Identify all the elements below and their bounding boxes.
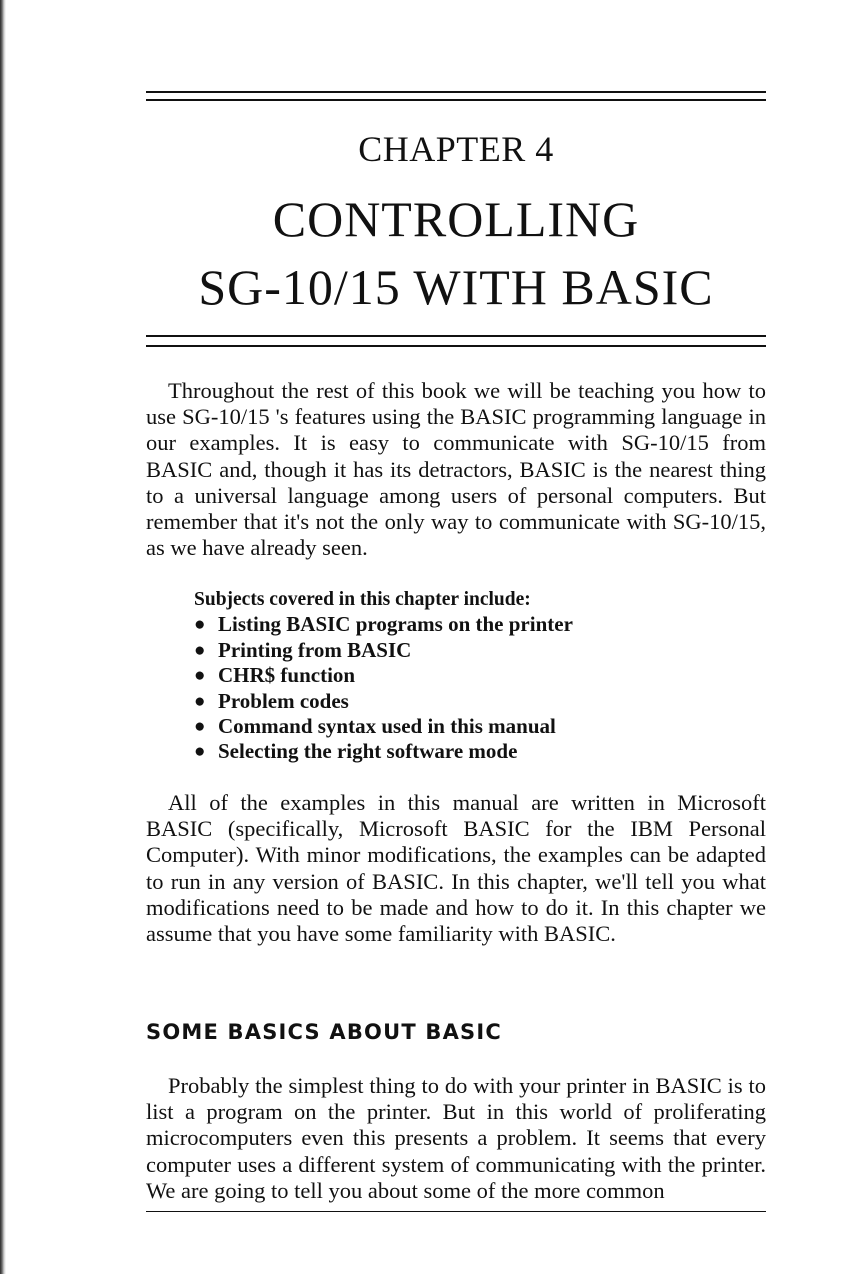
list-item: ● Selecting the right software mode bbox=[194, 739, 518, 764]
bullet-icon: ● bbox=[194, 665, 206, 687]
subjects-heading: Subjects covered in this chapter include: bbox=[194, 589, 531, 610]
title-rule-1 bbox=[146, 335, 766, 337]
bullet-icon: ● bbox=[194, 741, 206, 763]
title-rule-2 bbox=[146, 345, 766, 347]
top-rule-2 bbox=[146, 99, 766, 101]
list-item: ● Command syntax used in this manual bbox=[194, 714, 556, 739]
chapter-number: CHAPTER 4 bbox=[358, 129, 554, 169]
list-item: ● CHR$ function bbox=[194, 663, 356, 688]
bullet-icon: ● bbox=[194, 690, 206, 712]
examples-paragraph: All of the examples in this manual are written in Microsoft BASIC (specifically, Microsoft BASIC for the IBM Personal Computer). With minor modifications, the examples can be adapted to run in any version of BASIC. In this chapter, we'll tell you what modifications need to be made and how to do it. In this chapter we assume that you have some familiarity with BASIC. bbox=[146, 790, 766, 947]
list-item: ● Listing BASIC programs on the printer bbox=[194, 612, 573, 637]
bottom-rule bbox=[146, 1211, 766, 1212]
subjects-list-block bbox=[194, 587, 754, 765]
list-item: ● Printing from BASIC bbox=[194, 637, 412, 662]
bullet-icon: ● bbox=[194, 716, 206, 738]
list-item: ● Problem codes bbox=[194, 688, 349, 713]
section-heading: SOME BASICS ABOUT BASIC bbox=[146, 1020, 502, 1044]
intro-paragraph: Throughout the rest of this book we will be teaching you how to use SG-10/15 's features using the BASIC programming language in our examples. It is easy to communicate with SG-10/15 from BASIC and, though it has its detractors, BASIC is the nearest thing to a universal language among users of personal computers. But remember that it's not the only way to communicate with SG-10/15, as we have already seen. bbox=[146, 378, 766, 561]
scan-edge-shadow bbox=[0, 0, 6, 1274]
section-paragraph: Probably the simplest thing to do with your printer in BASIC is to list a program on the printer. But in this world of proliferating microcomputers even this presents a problem. It seems that every computer uses a different system of communicating with the printer. We are going to tell you about some of the more common bbox=[146, 1073, 766, 1203]
top-rule-1 bbox=[146, 91, 766, 93]
subjects-list bbox=[194, 612, 754, 764]
bullet-icon: ● bbox=[194, 639, 206, 661]
bullet-icon: ● bbox=[194, 614, 206, 636]
chapter-title-line-1: CONTROLLING bbox=[272, 191, 640, 247]
chapter-title-line-2: SG-10/15 WITH BASIC bbox=[198, 259, 714, 315]
